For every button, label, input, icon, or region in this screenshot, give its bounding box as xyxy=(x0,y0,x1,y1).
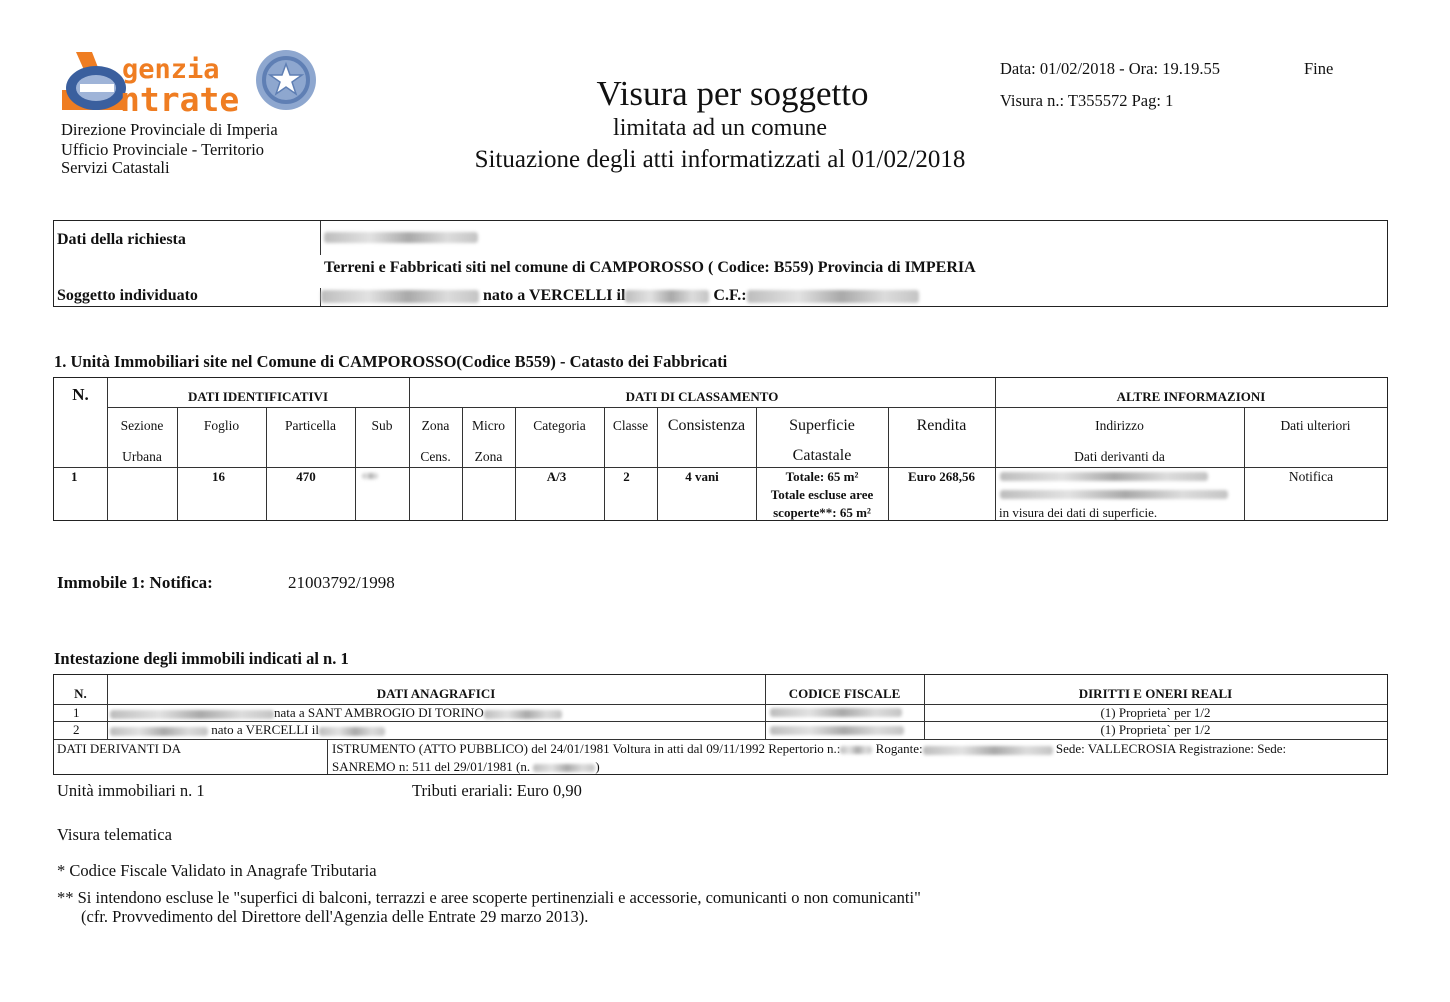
col-header-superficie-2: Catastale xyxy=(792,447,852,464)
owner-1-n: 1 xyxy=(73,705,80,720)
row-rendita: Euro 268,56 xyxy=(908,469,975,484)
derived-text-2b: ) xyxy=(595,759,600,774)
row-divider xyxy=(54,739,1387,740)
col-header-sezione: Sezione xyxy=(120,418,164,433)
col-header-foglio: Foglio xyxy=(203,418,240,433)
col-header-n: N. xyxy=(72,385,89,404)
redacted-sub xyxy=(362,473,378,479)
row-consistenza: 4 vani xyxy=(685,469,719,484)
col-header-zona-2: Cens. xyxy=(420,449,451,464)
redacted-owner-2-name xyxy=(110,727,208,736)
cf-label: C.F.: xyxy=(713,287,747,304)
redacted-owner-1-cf xyxy=(770,708,902,717)
col-header-indirizzo: Indirizzo xyxy=(1095,418,1144,433)
notifica-value: 21003792/1998 xyxy=(288,573,395,592)
col-header-sub: Sub xyxy=(371,418,393,433)
intestazione-title: Intestazione degli immobili indicati al n. 1 xyxy=(54,649,349,668)
redacted-owner-2-date xyxy=(319,727,385,736)
subject-value xyxy=(321,287,919,305)
row-foglio: 16 xyxy=(212,469,225,484)
group-header-other: ALTRE INFORMAZIONI xyxy=(1116,389,1266,404)
derived-text-2a: SANREMO n: 511 del 29/01/1981 (n. xyxy=(332,759,531,774)
col-header-categoria: Categoria xyxy=(533,418,586,433)
office-line-1: Direzione Provinciale di Imperia xyxy=(61,120,278,139)
page-subtitle: limitata ad un comune xyxy=(613,115,827,141)
group-header-class: DATI DI CLASSAMENTO xyxy=(625,389,779,404)
row-n: 1 xyxy=(71,469,78,484)
visura-telematica: Visura telematica xyxy=(57,825,172,844)
col-header-micro-2: Zona xyxy=(474,449,503,464)
col-header-rendita: Rendita xyxy=(916,417,967,434)
situation-line: Situazione degli atti informatizzati al 01/02/2018 xyxy=(474,146,966,173)
row-superficie-1: Totale: 65 m² xyxy=(785,469,859,484)
request-divider-top xyxy=(320,221,321,255)
col-header-particella: Particella xyxy=(285,418,336,433)
redacted-name xyxy=(321,290,479,303)
derived-text-1c: Sede: VALLECROSIA Registrazione: Sede: xyxy=(1055,741,1287,756)
owners-header-cf: CODICE FISCALE xyxy=(788,686,901,701)
request-label: Dati della richiesta xyxy=(57,231,186,248)
derived-line-2 xyxy=(332,759,600,775)
subject-born: nato a VERCELLI il xyxy=(483,287,626,304)
col-divider xyxy=(327,740,328,774)
redacted-cf xyxy=(747,290,919,303)
row-categoria: A/3 xyxy=(546,469,567,484)
derived-text-1b: Rogante: xyxy=(875,741,923,756)
row-particella: 470 xyxy=(296,469,316,484)
units-count: Unità immobiliari n. 1 xyxy=(57,781,205,800)
subject-label: Soggetto individuato xyxy=(57,287,198,304)
office-line-3: Servizi Catastali xyxy=(61,158,170,177)
end-label: Fine xyxy=(1304,59,1334,78)
col-divider xyxy=(765,675,766,739)
office-line-2: Ufficio Provinciale - Territorio xyxy=(61,140,265,159)
owner-1-text: nata a SANT AMBROGIO DI TORINO xyxy=(274,705,484,720)
owners-header-diritti: DIRITTI E ONERI REALI xyxy=(1078,686,1233,701)
derived-line-1 xyxy=(332,741,1286,757)
owner-1-anagrafici xyxy=(110,705,562,721)
row-ulteriori: Notifica xyxy=(1288,469,1334,484)
footnote-provvedimento: (cfr. Provvedimento del Direttore dell'Agenzia delle Entrate 29 marzo 2013). xyxy=(81,907,589,926)
col-header-sezione-2: Urbana xyxy=(122,449,162,464)
col-header-derivanti: Dati derivanti da xyxy=(1074,449,1165,464)
col-header-micro: Micro xyxy=(472,418,505,433)
owner-2-diritti: (1) Proprieta` per 1/2 xyxy=(1100,722,1211,737)
notifica-label: Immobile 1: Notifica: xyxy=(57,573,213,592)
owners-header-anagrafici: DATI ANAGRAFICI xyxy=(376,686,496,701)
owners-header-n: N. xyxy=(74,686,87,701)
redacted-request xyxy=(324,232,478,243)
redacted-owner-1-date xyxy=(484,710,562,719)
row-classe: 2 xyxy=(623,469,630,484)
visura-number: Visura n.: T355572 Pag: 1 xyxy=(1000,91,1174,110)
redacted-rogante xyxy=(923,746,1053,755)
row-superficie-2: Totale escluse aree xyxy=(770,487,874,502)
footnote-cf: * Codice Fiscale Validato in Anagrafe Tributaria xyxy=(57,861,377,880)
section1-title: 1. Unità Immobiliari site nel Comune di CAMPOROSSO(Codice B559) - Catasto dei Fabbricati xyxy=(54,352,728,371)
units-header-line xyxy=(107,407,1387,408)
col-header-consistenza: Consistenza xyxy=(667,417,746,434)
logo-word-genzia: genzia xyxy=(122,54,220,85)
page-title: Visura per soggetto xyxy=(596,74,869,113)
derived-label: DATI DERIVANTI DA xyxy=(57,741,181,756)
col-header-superficie: Superficie xyxy=(789,417,855,434)
redacted-birthdate xyxy=(625,290,709,303)
col-header-zona: Zona xyxy=(421,418,450,433)
redacted-owner-1-name xyxy=(110,710,274,719)
col-header-classe: Classe xyxy=(612,418,649,433)
redacted-reg-number xyxy=(533,764,595,772)
terreni-line: Terreni e Fabbricati siti nel comune di CAMPOROSSO ( Codice: B559) Provincia di IMPERIA xyxy=(324,259,976,276)
owner-2-text: nato a VERCELLI il xyxy=(211,722,319,737)
owner-2-n: 2 xyxy=(73,722,80,737)
row-superficie-3: scoperte**: 65 m² xyxy=(773,505,871,520)
redacted-owner-2-cf xyxy=(770,726,904,735)
redacted-repertorio xyxy=(840,746,872,754)
footnote-superfici: ** Si intendono escluse le "superfici di balconi, terrazzi e aree scoperte pertinenziali e accessorie, comunicanti o non comunicanti" xyxy=(57,888,921,907)
owner-2-anagrafici xyxy=(110,722,385,738)
col-divider xyxy=(107,675,108,739)
logo-word-ntrate: ntrate xyxy=(120,80,240,119)
col-header-ulteriori: Dati ulteriori xyxy=(1280,418,1351,433)
units-row-line xyxy=(54,467,1387,468)
row-indirizzo-note: in visura dei dati di superficie. xyxy=(999,505,1158,520)
date-time: Data: 01/02/2018 - Ora: 19.19.55 xyxy=(1000,59,1220,78)
derived-text-1a: ISTRUMENTO (ATTO PUBBLICO) del 24/01/1981 Voltura in atti dal 09/11/1992 Repertorio n.: xyxy=(332,741,841,756)
tributi-erariali: Tributi erariali: Euro 0,90 xyxy=(412,781,582,800)
group-header-ident: DATI IDENTIFICATIVI xyxy=(187,389,329,404)
redacted-address-1 xyxy=(1000,472,1208,481)
redacted-address-2 xyxy=(1000,490,1228,499)
owner-1-diritti: (1) Proprieta` per 1/2 xyxy=(1100,705,1211,720)
